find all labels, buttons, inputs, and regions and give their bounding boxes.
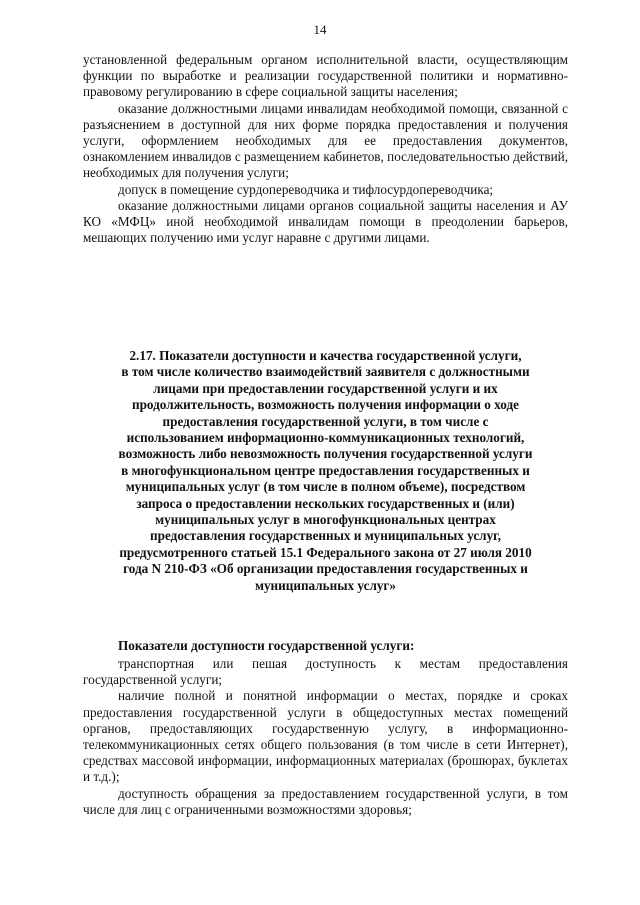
heading-line: года N 210-ФЗ «Об организации предоставления государственных и bbox=[123, 561, 528, 577]
heading-line: предусмотренного статьей 15.1 Федерального закона от 27 июля 2010 bbox=[119, 544, 532, 560]
heading-line: предоставления государственной услуги, в том числе с bbox=[162, 413, 489, 429]
subsection-heading: Показатели доступности государственной услуги: bbox=[118, 638, 415, 653]
heading-line: в многофункциональном центре предоставления государственных и bbox=[121, 462, 530, 478]
paragraph-information-availability: наличие полной и понятной информации о местах, порядке и сроках предоставления государственной услуги в общедоступных местах помещений органов, предоставляющих государственную услугу, в информационно-телекоммуникационных сетях общего пользования (в том числе в сети Интернет), средствах массовой информации, информационных материалах (брошюрах, буклетах и т.д.); bbox=[83, 688, 568, 785]
heading-line: запроса о предоставлении нескольких государственных и (или) bbox=[136, 495, 515, 511]
paragraph-transport-access: транспортная или пешая доступность к местам предоставления государственной услуги; bbox=[83, 656, 568, 688]
heading-line: предоставления государственных и муниципальных услуг, bbox=[150, 528, 501, 544]
paragraph-access-disabled: доступность обращения за предоставлением государственной услуги, в том числе для лиц с ограниченными возможностями здоровья; bbox=[83, 785, 568, 817]
heading-line: муниципальных услуг в многофункциональных центрах bbox=[155, 512, 496, 528]
heading-line: использованием информационно-коммуникационных технологий, bbox=[126, 430, 525, 446]
page-number: 14 bbox=[313, 22, 327, 37]
paragraph-continuation: установленной федеральным органом исполнительной власти, осуществляющим функции по выработке и реализации государственной политики и нормативно-правовому регулированию в сфере социальной защиты населения; bbox=[83, 52, 568, 100]
heading-line: муниципальных услуг (в том числе в полном объеме), посредством bbox=[125, 479, 526, 495]
top-text-block bbox=[83, 52, 568, 246]
bottom-text-block bbox=[83, 656, 568, 818]
heading-line: лицами при предоставлении государственной услуги и их bbox=[153, 380, 498, 396]
heading-line: возможность либо невозможность получения государственной услуги bbox=[118, 446, 533, 462]
section-heading-2-17 bbox=[83, 348, 568, 594]
heading-line: 2.17. Показатели доступности и качества государственной услуги, bbox=[129, 348, 522, 363]
paragraph-sign-interpreter: допуск в помещение сурдопереводчика и тифлосурдопереводчика; bbox=[118, 181, 494, 197]
paragraph-assistance: оказание должностными лицами инвалидам необходимой помощи, связанной с разъяснением в доступной для них форме порядка предоставления и получения услуги, оформлением необходимых для ее предоставления документов, ознакомлением инвалидов с размещением кабинетов, последовательностью действий, необходимых для получения услуги; bbox=[83, 100, 568, 181]
paragraph-barrier-help: оказание должностными лицами органов социальной защиты населения и АУ КО «МФЦ» иной необходимой инвалидам помощи в преодолении барьеров, мешающих получению ими услуг наравне с другими лицами. bbox=[83, 197, 568, 246]
heading-line: в том числе количество взаимодействий заявителя с должностными bbox=[121, 364, 530, 380]
heading-line: продолжительность, возможность получения информации о ходе bbox=[131, 397, 520, 413]
heading-line: муниципальных услуг» bbox=[254, 577, 397, 593]
